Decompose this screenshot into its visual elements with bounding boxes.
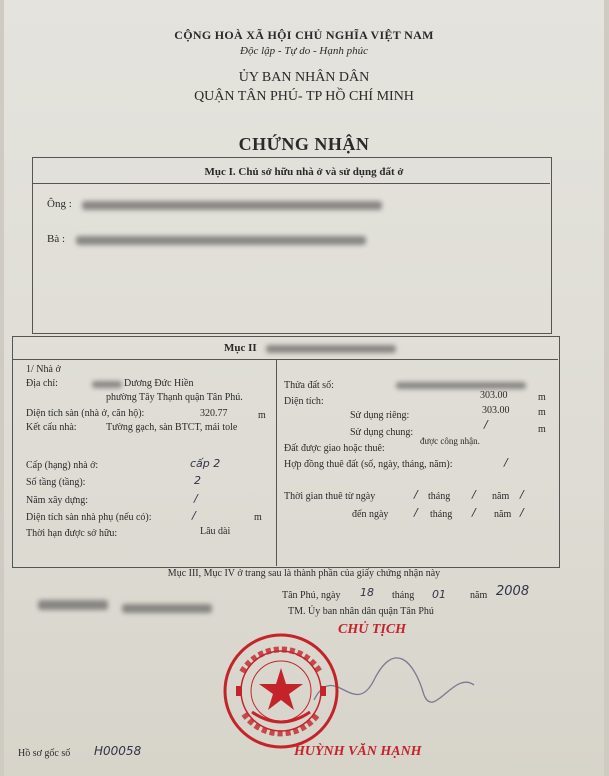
redacted-name <box>76 236 366 245</box>
owner-mr-label: Ông : <box>47 198 72 210</box>
section2-column-divider <box>276 359 277 566</box>
private-use-value: 303.00 <box>482 405 510 416</box>
date-month: 01 <box>432 588 446 601</box>
lease-contract-label: Hợp đồng thuê đất (số, ngày, tháng, năm): <box>284 459 453 470</box>
grade-value: cấp 2 <box>190 457 221 470</box>
ownership-term-value: Lâu dài <box>200 526 231 537</box>
address-line2: phường Tây Thạnh quận Tân Phú. <box>106 392 243 403</box>
certificate-page <box>4 0 604 776</box>
committee-name: ỦY BAN NHÂN DÂN <box>238 70 370 85</box>
redacted-parcel <box>396 382 526 389</box>
address-line1: Dương Đức Hiền <box>124 378 194 389</box>
redacted-name <box>82 201 382 210</box>
structure-label: Kết cấu nhà: <box>26 422 77 433</box>
private-use-label: Sử dụng riêng: <box>350 410 410 421</box>
lease-to-year-label: năm <box>494 509 512 520</box>
land-area-value: 303.00 <box>480 390 508 401</box>
aux-area-label: Diện tích sàn nhà phụ (nếu có): <box>26 512 152 523</box>
redacted-stamp-text <box>122 604 212 613</box>
section2-divider <box>12 359 558 360</box>
lease-to-label: đến ngày <box>352 509 389 520</box>
parcel-label: Thửa đất số: <box>284 380 334 391</box>
lease-from-month-label: tháng <box>428 491 451 502</box>
official-seal <box>222 632 340 750</box>
date-day: 18 <box>360 586 374 599</box>
redacted-heading <box>266 345 396 353</box>
floor-area-unit: m <box>258 410 266 421</box>
redacted-stamp-text <box>38 600 108 610</box>
lease-to-month: / <box>472 506 476 519</box>
document-title: CHỨNG NHẬN <box>238 134 370 154</box>
redacted-house-number <box>92 381 122 388</box>
floor-area-label: Diện tích sàn (nhà ở, căn hộ): <box>26 408 145 419</box>
section1-divider <box>32 183 550 184</box>
aux-area-value: / <box>192 509 196 522</box>
date-year-label: năm <box>470 590 488 601</box>
year-built-label: Năm xây dựng: <box>26 495 89 506</box>
district-name: QUẬN TÂN PHÚ- TP HỒ CHÍ MINH <box>194 89 414 104</box>
lease-contract-value: / <box>504 456 508 469</box>
on-behalf-of: TM. Ủy ban nhân dân quận Tân Phú <box>288 606 434 617</box>
lease-from-year-label: năm <box>492 491 510 502</box>
house-heading: 1/ Nhà ở <box>26 364 61 375</box>
lease-from-day: / <box>414 488 418 501</box>
structure-value: Tường gạch, sàn BTCT, mái tole <box>106 422 238 433</box>
common-use-unit: m <box>538 424 546 435</box>
lease-to-month-label: tháng <box>430 509 453 520</box>
private-use-unit: m <box>538 407 546 418</box>
aux-area-unit: m <box>254 512 262 523</box>
lease-from-year: / <box>520 488 524 501</box>
date-month-label: tháng <box>392 590 415 601</box>
address-label: Địa chỉ: <box>26 378 58 389</box>
common-use-label: Sử dụng chung: <box>350 427 414 438</box>
record-number-label: Hồ sơ gốc số <box>18 748 71 759</box>
signer-name: HUỲNH VĂN HẠNH <box>294 744 422 759</box>
ownership-term-label: Thời hạn được sở hữu: <box>26 528 118 539</box>
signing-place: Tân Phú <box>282 590 316 601</box>
section2-heading: Mục II <box>224 342 257 354</box>
signer-position: CHỦ TỊCH <box>338 622 407 637</box>
date-year: 2008 <box>496 584 530 599</box>
floors-label: Số tầng (tầng): <box>26 477 86 488</box>
allocated-label: Đất được giao hoặc thuê: <box>284 443 385 454</box>
date-day-label: , ngày <box>316 590 341 601</box>
record-number-value: H00058 <box>94 744 142 758</box>
owner-mrs-label: Bà : <box>47 233 66 245</box>
land-area-label: Diện tích: <box>284 396 324 407</box>
lease-from-month: / <box>472 488 476 501</box>
allocated-value: được công nhận. <box>420 436 480 446</box>
grade-label: Cấp (hạng) nhà ở: <box>26 460 99 471</box>
lease-from-label: Thời gian thuê từ ngày <box>284 491 376 502</box>
floor-area-value: 320.77 <box>200 408 228 419</box>
footer-note: Mục III, Mục IV ở trang sau là thành phần của giấy chứng nhận này <box>167 568 441 579</box>
year-built-value: / <box>194 492 198 505</box>
floors-value: 2 <box>194 474 201 487</box>
land-area-unit: m <box>538 392 546 403</box>
lease-to-day: / <box>414 506 418 519</box>
lease-to-year: / <box>520 506 524 519</box>
motto: Độc lập - Tự do - Hạnh phúc <box>240 45 368 57</box>
nation-header: CỘNG HOÀ XÃ HỘI CHỦ NGHĨA VIỆT NAM <box>174 28 434 42</box>
common-use-value: / <box>484 418 488 431</box>
section1-heading: Mục I. Chủ sở hữu nhà ở và sử dụng đất ở <box>204 166 404 178</box>
